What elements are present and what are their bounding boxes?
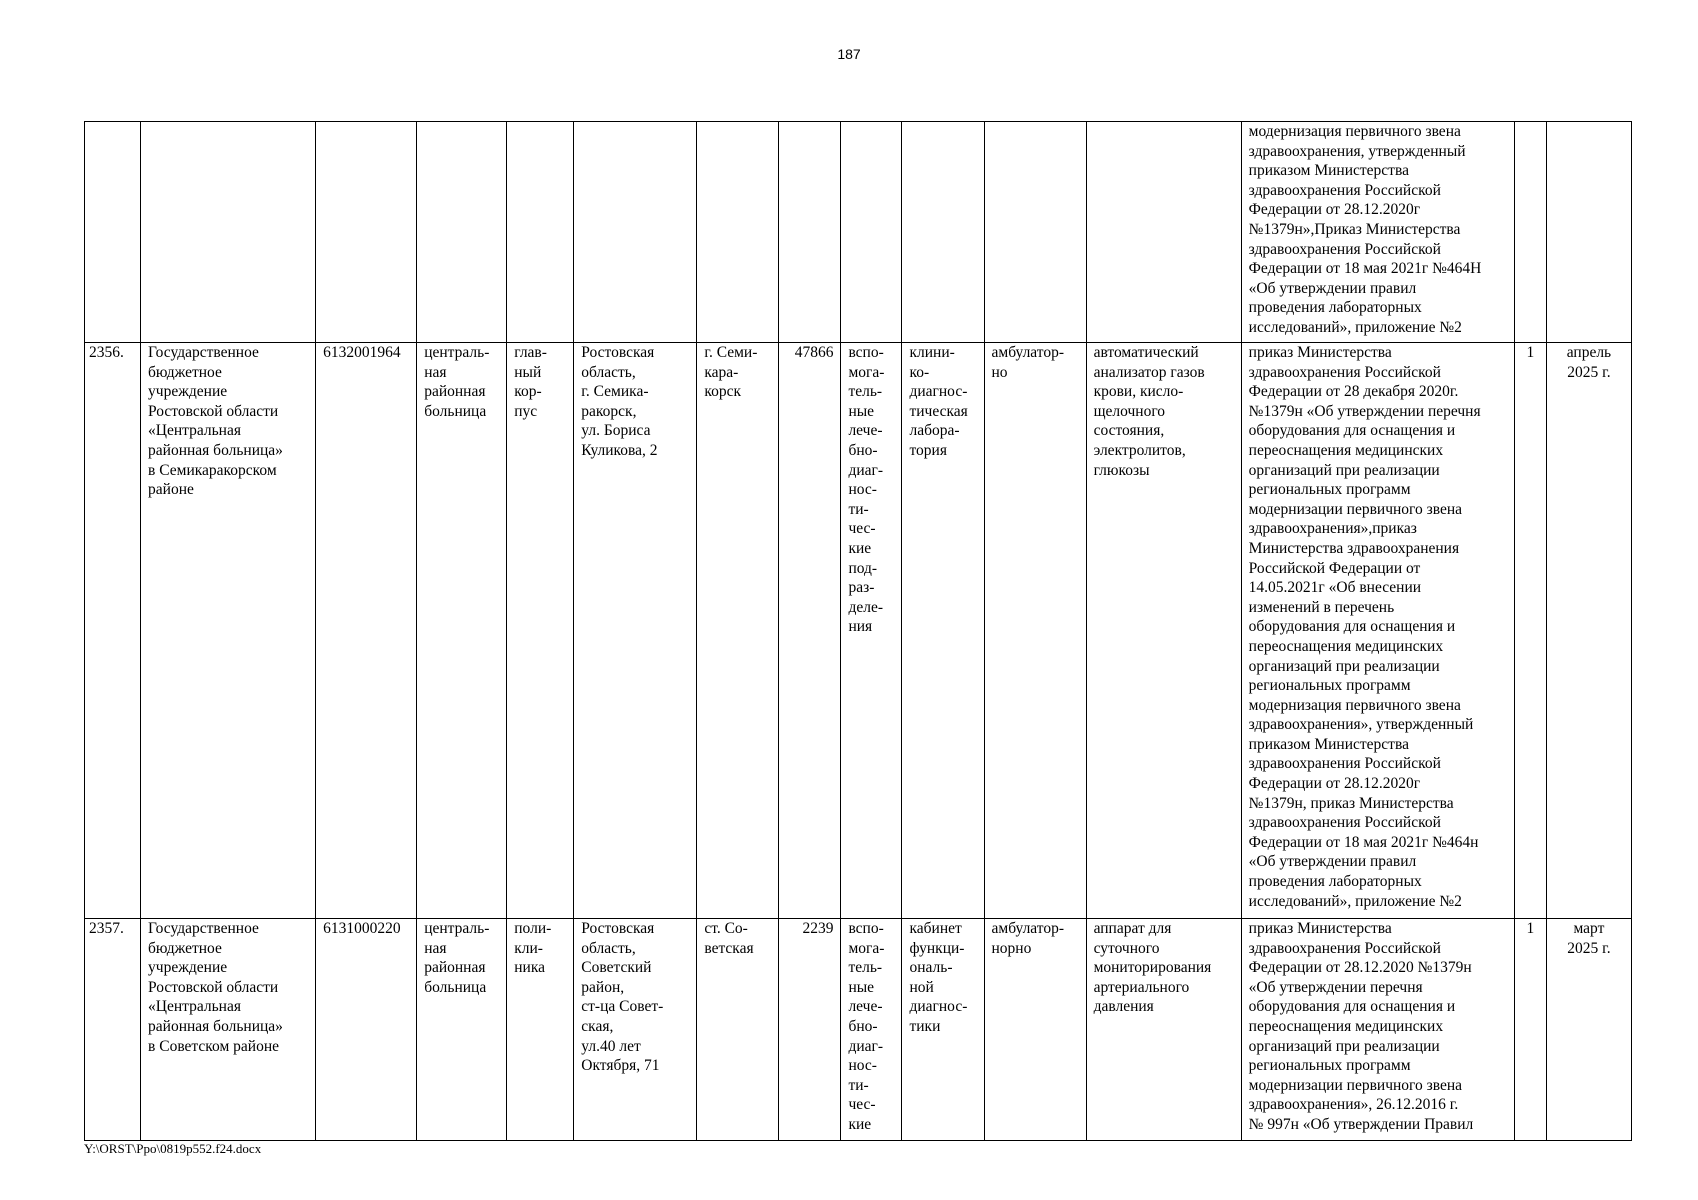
text-line: мониторирования — [1093, 959, 1212, 977]
text-line: диагнос- — [909, 998, 968, 1016]
text-line: здравоохранения Российской — [1248, 939, 1441, 957]
text-line: исследований», приложение №2 — [1248, 892, 1462, 910]
text-line: модернизация первичного звена — [1248, 696, 1461, 714]
text-line: глав- — [514, 344, 547, 361]
text-line: кор- — [514, 383, 542, 401]
cell-address — [574, 919, 697, 1141]
page-number: 187 — [837, 46, 861, 62]
text-line: ные — [848, 402, 875, 420]
text-line: здравоохранения Российской — [1248, 240, 1441, 258]
text-line: ти- — [848, 500, 869, 518]
cell-inn: 6132001964 — [316, 343, 417, 919]
text-line: Федерации от 28.12.2020г — [1248, 201, 1421, 219]
text-line: приказом Министерства — [1248, 735, 1409, 753]
cell-org — [141, 122, 316, 343]
cell-equipment — [1086, 343, 1241, 919]
text-line: лече- — [848, 422, 883, 440]
text-line: организаций при реализации — [1248, 461, 1440, 479]
text-line: кие — [848, 1115, 872, 1133]
text-line: чес- — [848, 1096, 876, 1114]
text-line: кабинет — [909, 920, 962, 937]
text-line: Куликова, 2 — [581, 441, 658, 459]
text-line: ветская — [704, 939, 754, 957]
text-line: переоснащения медицинских — [1248, 1017, 1444, 1035]
text-line: здравоохранения»,приказ — [1248, 520, 1417, 538]
text-line: кие — [848, 539, 872, 557]
cell-date — [1546, 343, 1631, 919]
cell-care-type — [984, 919, 1086, 1141]
text-line: ные — [848, 978, 875, 996]
text-line: диагнос- — [909, 383, 968, 401]
text-line: Федерации от 28.12.2020г — [1248, 775, 1421, 793]
text-line: централь- — [424, 920, 490, 937]
text-line: централь- — [424, 344, 490, 361]
text-line: Октября, 71 — [581, 1057, 660, 1075]
cell-department — [841, 343, 902, 919]
cell-type — [417, 343, 507, 919]
cell-population — [779, 122, 841, 343]
text-line: поли- — [514, 920, 552, 937]
table-row-continued — [85, 122, 1632, 343]
text-line: функци- — [909, 939, 965, 957]
text-line: 2025 г. — [1567, 363, 1611, 381]
text-line: район, — [581, 978, 625, 996]
equipment-table — [84, 121, 1632, 1141]
text-line: переоснащения медицинских — [1248, 441, 1444, 459]
text-line: Федерации от 18 мая 2021г №464н — [1248, 833, 1479, 851]
cell-quantity: 1 — [1514, 343, 1546, 919]
text-line: ника — [514, 959, 546, 977]
text-line: тическая — [909, 402, 968, 420]
text-line: модернизации первичного звена — [1248, 500, 1463, 518]
cell-quantity — [1514, 122, 1546, 343]
cell-org — [141, 343, 316, 919]
text-line: состояния, — [1093, 422, 1165, 440]
text-line: Государственное — [148, 344, 259, 361]
text-line: №1379н»,Приказ Министерства — [1248, 220, 1461, 238]
text-line: в Советском районе — [148, 1037, 279, 1055]
text-line: анализатор газов — [1093, 363, 1205, 381]
cell-inn: 6131000220 — [316, 919, 417, 1141]
cell-unit — [507, 343, 574, 919]
text-line: ская, — [581, 1017, 614, 1035]
text-line: Министерства здравоохранения — [1248, 539, 1460, 557]
text-line: модернизация первичного звена — [1248, 123, 1461, 140]
text-line: диаг- — [848, 1037, 884, 1055]
cell-settlement — [697, 122, 779, 343]
text-line: оборудования для оснащения и — [1248, 998, 1456, 1016]
text-line: ул. Бориса — [581, 422, 651, 440]
text-line: Государственное — [148, 920, 259, 937]
table-row — [85, 343, 1632, 919]
text-line: амбулатор- — [991, 344, 1065, 361]
text-line: районе — [148, 481, 194, 499]
text-line: Советский — [581, 959, 652, 977]
text-line: здравоохранения», утвержденный — [1248, 716, 1474, 734]
text-line: 14.05.2021г «Об внесении — [1248, 579, 1422, 597]
text-line: здравоохранения Российской — [1248, 755, 1441, 773]
cell-num — [85, 122, 141, 343]
text-line: ная — [424, 363, 447, 381]
text-line: региональных программ — [1248, 1057, 1411, 1075]
text-line: чес- — [848, 520, 876, 538]
cell-settlement — [697, 343, 779, 919]
text-line: тики — [909, 1017, 941, 1035]
text-line: область, — [581, 363, 636, 381]
text-line: здравоохранения», 26.12.2016 г. — [1248, 1096, 1459, 1114]
text-line: ный — [514, 363, 542, 381]
text-line: ракорск, — [581, 402, 637, 420]
text-line: приказом Министерства — [1248, 162, 1409, 180]
cell-unit — [507, 122, 574, 343]
text-line: «Об утверждении перечня — [1248, 978, 1423, 996]
cell-inn — [316, 122, 417, 343]
text-line: вспо- — [848, 920, 884, 937]
text-line: районная — [424, 959, 486, 977]
text-line: ул.40 лет — [581, 1037, 641, 1055]
text-line: раз- — [848, 579, 875, 597]
text-line: Ростовской области — [148, 402, 279, 420]
cell-subdepartment — [902, 343, 984, 919]
cell-subdepartment — [902, 919, 984, 1141]
text-line: учреждение — [148, 959, 228, 977]
text-line: нос- — [848, 481, 877, 499]
text-line: но — [991, 363, 1008, 381]
cell-basis — [1241, 122, 1514, 343]
text-line: суточного — [1093, 939, 1160, 957]
text-line: тория — [909, 441, 947, 459]
text-line: автоматический — [1093, 344, 1199, 361]
cell-equipment — [1086, 122, 1241, 343]
text-line: амбулатор- — [991, 920, 1065, 937]
text-line: давления — [1093, 998, 1154, 1016]
text-line: кара- — [704, 363, 739, 381]
text-line: крови, кисло- — [1093, 383, 1184, 401]
text-line: пус — [514, 402, 538, 420]
cell-department — [841, 919, 902, 1141]
cell-basis — [1241, 343, 1514, 919]
text-line: под- — [848, 559, 878, 577]
cell-unit — [507, 919, 574, 1141]
text-line: оборудования для оснащения и — [1248, 422, 1456, 440]
cell-subdepartment — [902, 122, 984, 343]
text-line: мога- — [848, 363, 885, 381]
text-line: лабора- — [909, 422, 960, 440]
text-line: «Об утверждении правил — [1248, 279, 1417, 297]
cell-settlement — [697, 919, 779, 1141]
text-line: приказ Министерства — [1248, 920, 1392, 937]
text-line: апрель — [1566, 344, 1612, 361]
text-line: электролитов, — [1093, 441, 1186, 459]
cell-population: 2239 — [779, 919, 841, 1141]
text-line: организаций при реализации — [1248, 1037, 1440, 1055]
text-line: нос- — [848, 1057, 877, 1075]
text-line: переоснащения медицинских — [1248, 637, 1444, 655]
text-line: проведения лабораторных — [1248, 299, 1422, 317]
cell-date — [1546, 122, 1631, 343]
cell-basis — [1241, 919, 1514, 1141]
text-line: Ростовской области — [148, 978, 279, 996]
text-line: диаг- — [848, 461, 884, 479]
text-line: клини- — [909, 344, 955, 361]
text-line: глюкозы — [1093, 461, 1150, 479]
text-line: бно- — [848, 1017, 878, 1035]
file-path-footer: Y:\ORST\Ppo\0819p552.f24.docx — [84, 1141, 262, 1156]
text-line: «Центральная — [148, 998, 241, 1016]
text-line: ональ- — [909, 959, 953, 977]
text-line: здравоохранения Российской — [1248, 814, 1441, 832]
text-line: № 997н «Об утверждении Правил — [1248, 1115, 1474, 1133]
text-line: Ростовская — [581, 920, 655, 937]
text-line: Федерации от 18 мая 2021г №464Н — [1248, 260, 1482, 278]
text-line: норно — [991, 939, 1032, 957]
text-line: районная — [424, 383, 486, 401]
text-line: мога- — [848, 939, 885, 957]
text-line: Федерации от 28 декабря 2020г. — [1248, 383, 1459, 401]
text-line: тель- — [848, 383, 883, 401]
cell-num: 2356. — [85, 343, 141, 919]
text-line: ния — [848, 618, 873, 636]
cell-address — [574, 122, 697, 343]
text-line: бно- — [848, 441, 878, 459]
text-line: ко- — [909, 363, 930, 381]
cell-date — [1546, 919, 1631, 1141]
text-line: в Семикаракорском — [148, 461, 277, 479]
cell-population: 47866 — [779, 343, 841, 919]
text-line: здравоохранения Российской — [1248, 181, 1441, 199]
text-line: ти- — [848, 1076, 869, 1094]
text-line: региональных программ — [1248, 481, 1411, 499]
text-line: щелочного — [1093, 402, 1166, 420]
text-line: региональных программ — [1248, 677, 1411, 695]
text-line: больница — [424, 402, 487, 420]
text-line: «Центральная — [148, 422, 241, 440]
text-line: №1379н «Об утверждении перечня — [1248, 402, 1481, 420]
text-line: оборудования для оснащения и — [1248, 618, 1456, 636]
cell-care-type — [984, 122, 1086, 343]
text-line: изменений в перечень — [1248, 598, 1395, 616]
text-line: бюджетное — [148, 363, 222, 381]
cell-department — [841, 122, 902, 343]
text-line: районная больница» — [148, 441, 283, 459]
text-line: бюджетное — [148, 939, 222, 957]
cell-address — [574, 343, 697, 919]
text-line: г. Семи- — [704, 344, 758, 361]
text-line: Ростовская — [581, 344, 655, 361]
text-line: ная — [424, 939, 447, 957]
text-line: лече- — [848, 998, 883, 1016]
text-line: Федерации от 28.12.2020 №1379н — [1248, 959, 1472, 977]
text-line: модернизации первичного звена — [1248, 1076, 1463, 1094]
text-line: март — [1573, 920, 1605, 937]
text-line: больница — [424, 978, 487, 996]
table-row — [85, 919, 1632, 1141]
cell-num: 2357. — [85, 919, 141, 1141]
text-line: исследований», приложение №2 — [1248, 318, 1462, 336]
text-line: область, — [581, 939, 636, 957]
text-line: районная больница» — [148, 1017, 283, 1035]
text-line: проведения лабораторных — [1248, 873, 1422, 891]
text-line: артериального — [1093, 978, 1190, 996]
cell-equipment — [1086, 919, 1241, 1141]
text-line: деле- — [848, 598, 883, 616]
text-line: аппарат для — [1093, 920, 1172, 937]
text-line: приказ Министерства — [1248, 344, 1392, 361]
text-line: «Об утверждении правил — [1248, 853, 1417, 871]
text-line: вспо- — [848, 344, 884, 361]
text-line: ной — [909, 978, 934, 996]
cell-quantity: 1 — [1514, 919, 1546, 1141]
text-line: тель- — [848, 959, 883, 977]
text-line: ст. Со- — [704, 920, 748, 937]
text-line: учреждение — [148, 383, 228, 401]
text-line: г. Семика- — [581, 383, 649, 401]
text-line: ст-ца Совет- — [581, 998, 664, 1016]
cell-type — [417, 919, 507, 1141]
text-line: №1379н, приказ Министерства — [1248, 794, 1454, 812]
text-line: Российской Федерации от — [1248, 559, 1421, 577]
cell-care-type — [984, 343, 1086, 919]
text-line: здравоохранения Российской — [1248, 363, 1441, 381]
text-line: здравоохранения, утвержденный — [1248, 142, 1466, 160]
text-line: кли- — [514, 939, 543, 957]
cell-type — [417, 122, 507, 343]
text-line: организаций при реализации — [1248, 657, 1440, 675]
text-line: корск — [704, 383, 742, 401]
text-line: 2025 г. — [1567, 939, 1611, 957]
cell-org — [141, 919, 316, 1141]
